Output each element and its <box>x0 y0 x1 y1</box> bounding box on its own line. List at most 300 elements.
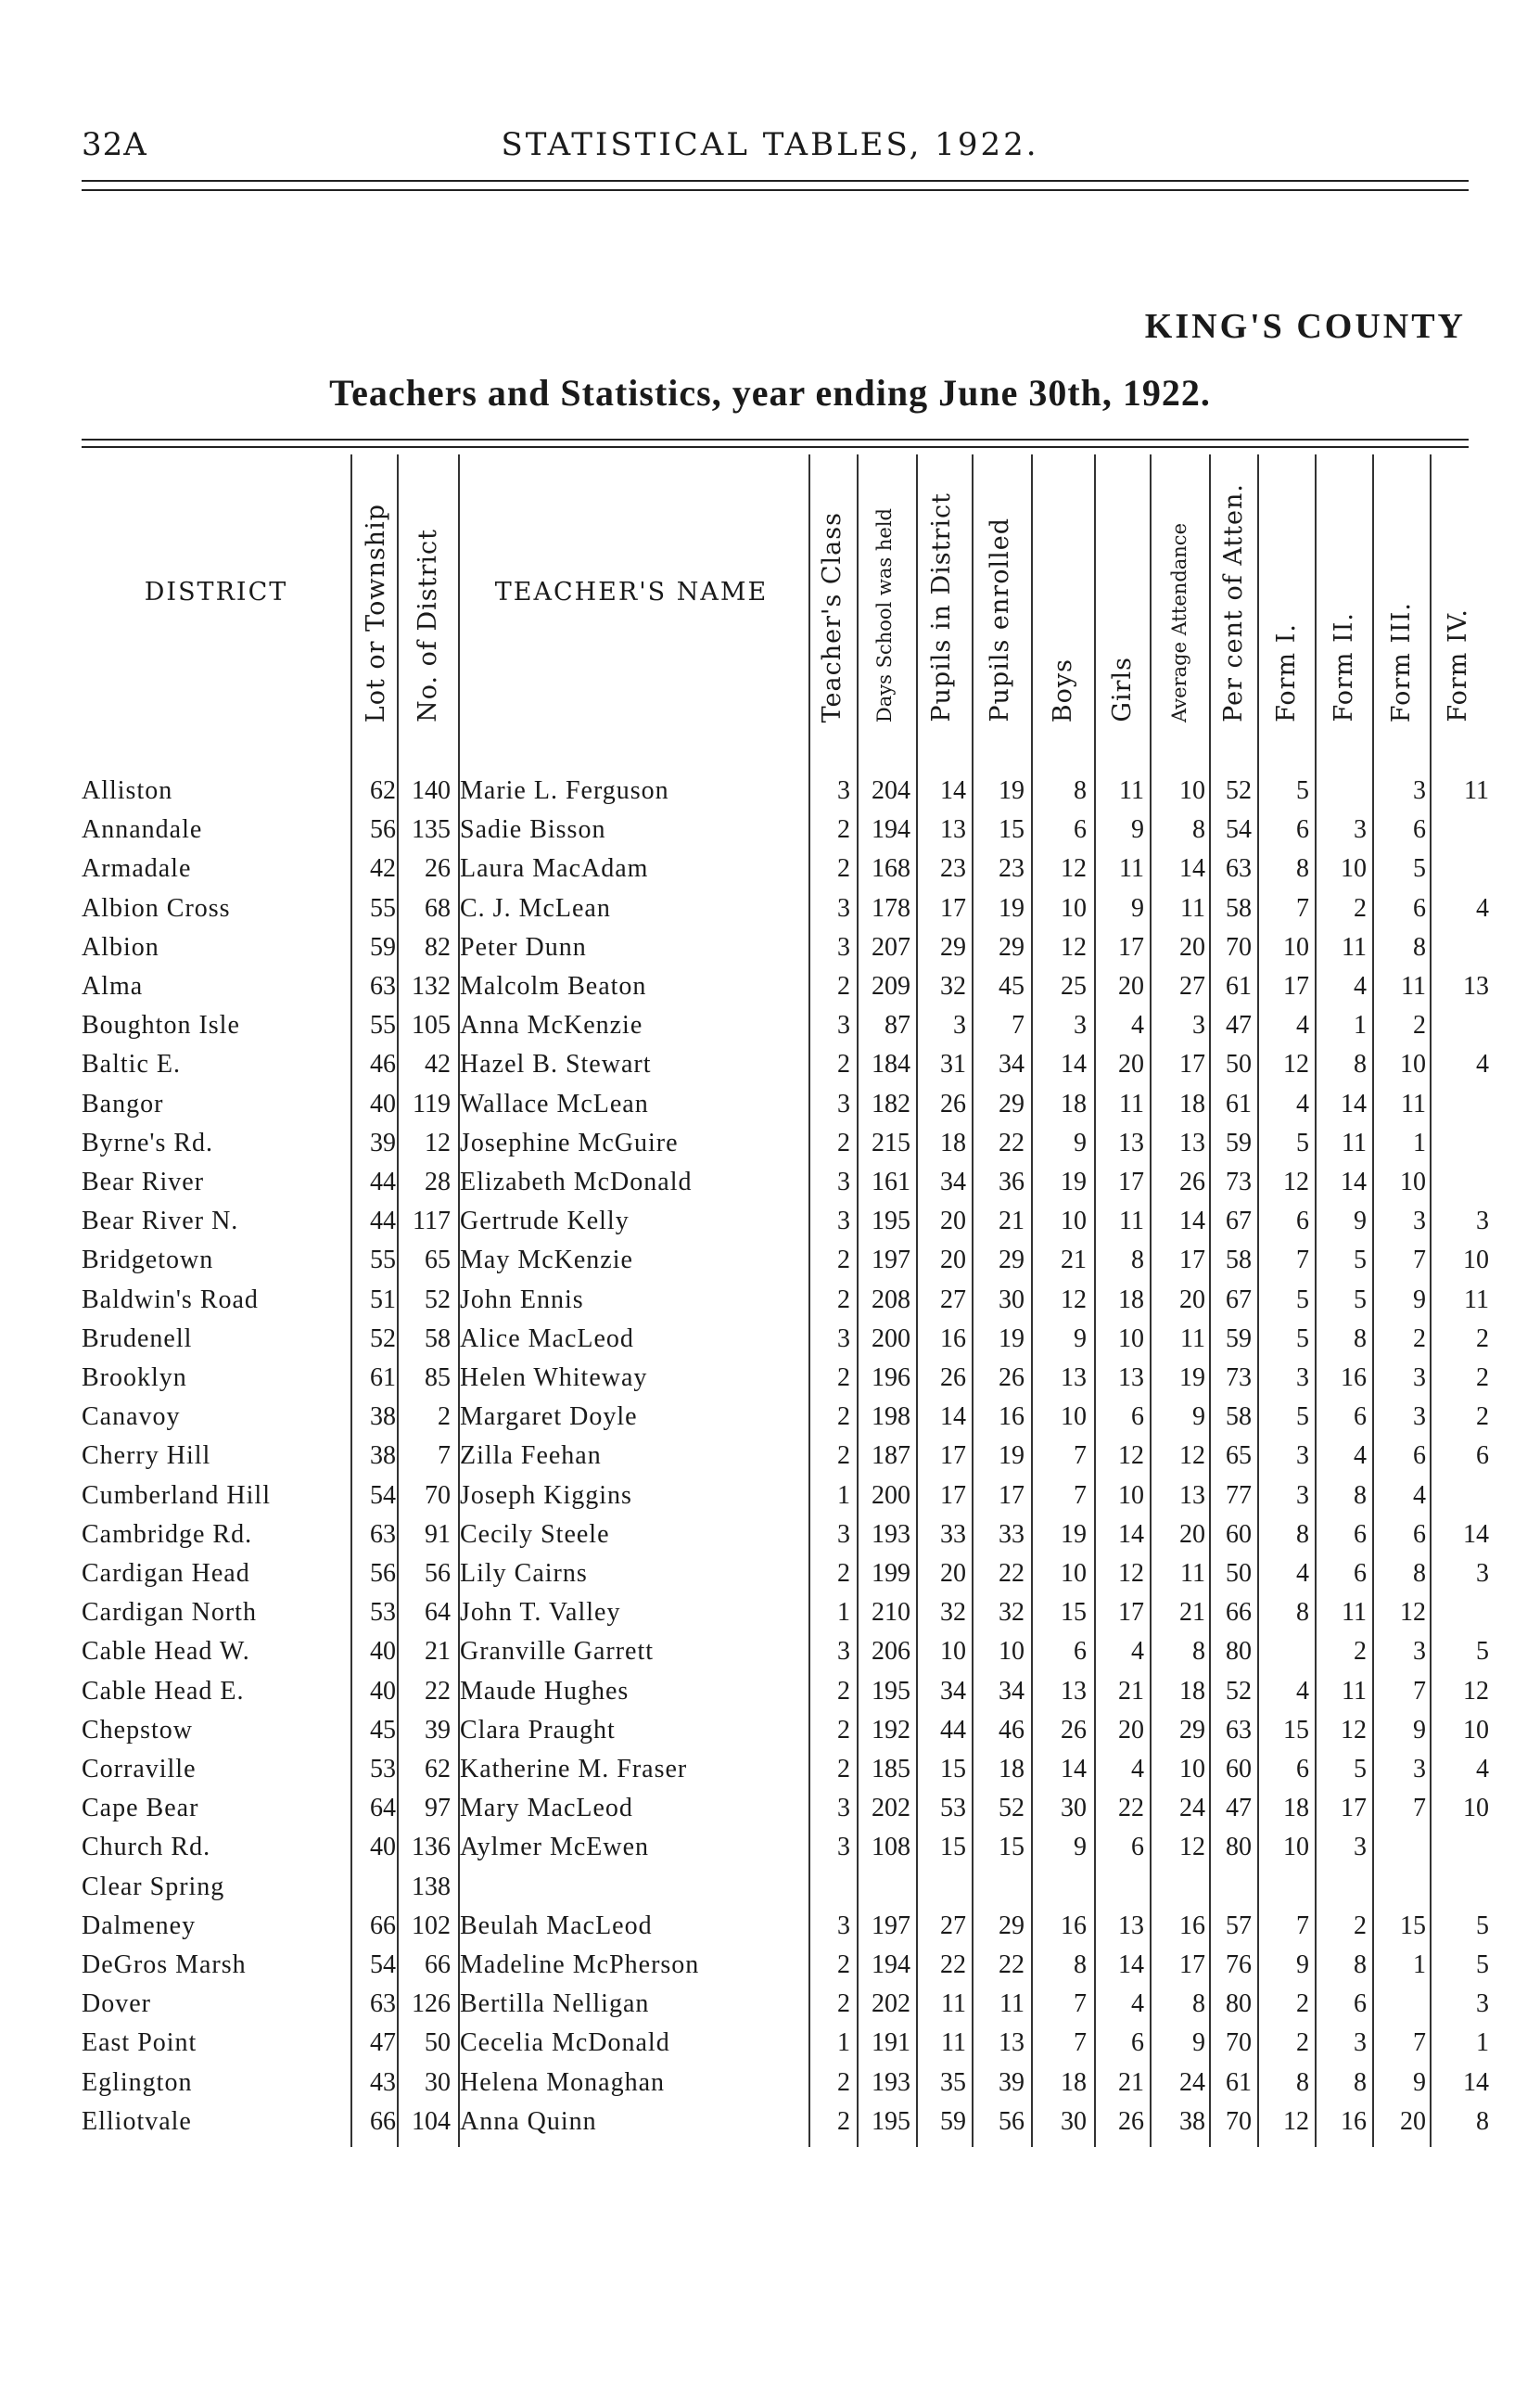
cell-boys: 19 <box>1061 1519 1087 1549</box>
cell-f4: 5 <box>1476 1911 1489 1940</box>
cell-en: 10 <box>999 1637 1025 1667</box>
district-name: Cable Head E. <box>82 1676 245 1706</box>
table-row <box>0 1202 1540 1241</box>
header-teacher-label: TEACHER'S NAME <box>494 577 769 607</box>
header-f4 <box>1430 452 1485 732</box>
cell-no: 138 <box>412 1872 451 1901</box>
cell-class: 3 <box>837 893 850 923</box>
table-row <box>0 1359 1540 1398</box>
cell-f2: 6 <box>1354 1402 1367 1432</box>
cell-avg: 24 <box>1179 2067 1205 2097</box>
cell-girls: 20 <box>1118 1715 1144 1745</box>
cell-pd: 17 <box>940 893 966 923</box>
cell-f3: 15 <box>1400 1911 1426 1940</box>
teacher-name: Joseph Kiggins <box>460 1480 632 1510</box>
cell-f2: 6 <box>1354 1519 1367 1549</box>
cell-f3: 12 <box>1400 1598 1426 1628</box>
cell-pd: 59 <box>940 2106 966 2136</box>
cell-boys: 7 <box>1074 2028 1087 2058</box>
header-f1 <box>1257 452 1315 732</box>
cell-en: 7 <box>1012 1011 1025 1041</box>
cell-pct: 70 <box>1226 2028 1252 2058</box>
cell-pct: 59 <box>1226 1323 1252 1353</box>
cell-class: 2 <box>837 1950 850 1979</box>
cell-days: 184 <box>872 1050 910 1080</box>
cell-en: 52 <box>999 1794 1025 1823</box>
cell-girls: 4 <box>1131 1755 1144 1783</box>
cell-boys: 10 <box>1061 1559 1087 1588</box>
cell-f1: 6 <box>1296 1755 1309 1783</box>
district-name: Cardigan Head <box>82 1559 250 1588</box>
cell-f1: 12 <box>1283 1050 1309 1080</box>
cell-f3: 5 <box>1413 854 1426 884</box>
cell-pd: 3 <box>953 1011 966 1041</box>
cell-class: 3 <box>837 1089 850 1118</box>
table-row <box>0 1593 1540 1632</box>
cell-avg: 12 <box>1179 1441 1205 1471</box>
cell-en: 34 <box>999 1050 1025 1080</box>
cell-en: 30 <box>999 1285 1025 1314</box>
district-name: Brudenell <box>82 1323 193 1353</box>
cell-boys: 8 <box>1074 1950 1087 1979</box>
cell-f4: 5 <box>1476 1950 1489 1979</box>
cell-avg: 16 <box>1179 1911 1205 1940</box>
cell-pct: 65 <box>1226 1441 1252 1471</box>
cell-avg: 17 <box>1179 1050 1205 1080</box>
cell-f1: 8 <box>1296 2067 1309 2097</box>
teacher-name: Lily Cairns <box>460 1559 588 1588</box>
cell-boys: 30 <box>1061 1794 1087 1823</box>
cell-pd: 44 <box>940 1715 966 1745</box>
cell-f1: 8 <box>1296 1519 1309 1549</box>
cell-lot: 46 <box>370 1050 396 1080</box>
teacher-name: Helena Monaghan <box>460 2067 666 2097</box>
header-district <box>82 452 350 732</box>
cell-en: 29 <box>999 1089 1025 1118</box>
header-teacher <box>456 452 807 732</box>
cell-avg: 9 <box>1192 2028 1205 2058</box>
cell-f2: 3 <box>1354 1833 1367 1862</box>
cell-pd: 35 <box>940 2067 966 2097</box>
cell-class: 3 <box>837 1011 850 1041</box>
cell-f3: 1 <box>1413 1128 1426 1157</box>
district-name: Cape Bear <box>82 1794 199 1823</box>
cell-boys: 13 <box>1061 1676 1087 1706</box>
cell-boys: 12 <box>1061 932 1087 962</box>
cell-avg: 24 <box>1179 1794 1205 1823</box>
cell-lot: 62 <box>370 776 396 805</box>
teacher-name: Wallace McLean <box>460 1089 649 1118</box>
header-enrolled <box>968 452 1031 732</box>
cell-f3: 3 <box>1413 1363 1426 1392</box>
cell-no: 42 <box>425 1050 451 1080</box>
cell-girls: 4 <box>1131 1011 1144 1041</box>
district-name: Elliotvale <box>82 2106 192 2136</box>
cell-pd: 53 <box>940 1794 966 1823</box>
cell-f1: 7 <box>1296 893 1309 923</box>
teacher-name: Elizabeth McDonald <box>460 1168 693 1196</box>
cell-boys: 15 <box>1061 1598 1087 1628</box>
cell-days: 185 <box>872 1755 910 1783</box>
cell-f4: 10 <box>1463 1246 1489 1275</box>
cell-f1: 10 <box>1283 1833 1309 1862</box>
cell-boys: 9 <box>1074 1323 1087 1353</box>
district-name: Dalmeney <box>82 1911 197 1940</box>
cell-days: 215 <box>872 1128 910 1157</box>
cell-girls: 14 <box>1118 1950 1144 1979</box>
header-girls <box>1094 452 1150 732</box>
cell-f4: 4 <box>1476 1050 1489 1080</box>
cell-f2: 4 <box>1354 972 1367 1001</box>
cell-avg: 14 <box>1179 1207 1205 1236</box>
cell-days: 191 <box>872 2028 910 2058</box>
cell-days: 202 <box>872 1989 910 2019</box>
cell-class: 3 <box>837 1207 850 1236</box>
cell-en: 15 <box>999 1833 1025 1862</box>
cell-f2: 3 <box>1354 2028 1367 2058</box>
district-name: Clear Spring <box>82 1872 225 1901</box>
teacher-name: Cecelia McDonald <box>460 2028 670 2058</box>
cell-f1: 4 <box>1296 1011 1309 1041</box>
cell-f3: 9 <box>1413 1285 1426 1314</box>
cell-avg: 27 <box>1179 972 1205 1001</box>
cell-days: 208 <box>872 1285 910 1314</box>
cell-en: 46 <box>999 1715 1025 1745</box>
cell-lot: 61 <box>370 1363 396 1392</box>
cell-f1: 8 <box>1296 1598 1309 1628</box>
header-avg <box>1150 452 1209 732</box>
cell-days: 193 <box>872 1519 910 1549</box>
district-name: Corraville <box>82 1755 197 1783</box>
cell-en: 56 <box>999 2106 1025 2136</box>
cell-girls: 11 <box>1119 1207 1144 1236</box>
cell-no: 50 <box>425 2028 451 2058</box>
teacher-name: Beulah MacLeod <box>460 1911 653 1940</box>
cell-pct: 61 <box>1226 1089 1252 1118</box>
cell-f1: 10 <box>1283 932 1309 962</box>
cell-avg: 8 <box>1192 1637 1205 1667</box>
cell-pct: 67 <box>1226 1207 1252 1236</box>
cell-f4: 4 <box>1476 1755 1489 1783</box>
teacher-name: Mary MacLeod <box>460 1794 633 1823</box>
cell-en: 16 <box>999 1402 1025 1432</box>
cell-pct: 60 <box>1226 1519 1252 1549</box>
cell-avg: 13 <box>1179 1128 1205 1157</box>
cell-pct: 76 <box>1226 1950 1252 1979</box>
cell-pct: 80 <box>1226 1989 1252 2019</box>
cell-pct: 61 <box>1226 2067 1252 2097</box>
cell-class: 2 <box>837 1402 850 1432</box>
cell-pd: 11 <box>941 1989 966 2019</box>
cell-pct: 66 <box>1226 1598 1252 1628</box>
cell-boys: 10 <box>1061 893 1087 923</box>
district-name: Bridgetown <box>82 1246 214 1275</box>
table-row <box>0 1711 1540 1750</box>
header-pupils-district-label: Pupils in District <box>926 492 956 722</box>
teacher-name: Gertrude Kelly <box>460 1207 630 1236</box>
cell-en: 19 <box>999 776 1025 805</box>
header-f2-label: Form II. <box>1329 612 1358 722</box>
district-name: Albion Cross <box>82 893 231 923</box>
district-name: East Point <box>82 2028 197 2058</box>
cell-class: 3 <box>837 1323 850 1353</box>
table-row <box>0 2064 1540 2103</box>
cell-f4: 10 <box>1463 1715 1489 1745</box>
cell-girls: 17 <box>1118 1598 1144 1628</box>
cell-en: 21 <box>999 1207 1025 1236</box>
cell-class: 2 <box>837 815 850 845</box>
table-row <box>0 1124 1540 1163</box>
cell-en: 26 <box>999 1363 1025 1392</box>
cell-en: 17 <box>999 1480 1025 1510</box>
header-days-label: Days School was held <box>873 507 896 722</box>
cell-f4: 3 <box>1476 1989 1489 2019</box>
cell-boys: 12 <box>1061 1285 1087 1314</box>
running-head: STATISTICAL TABLES, 1922. <box>501 126 1039 163</box>
district-name: Boughton Isle <box>82 1011 240 1041</box>
cell-days: 194 <box>872 1950 910 1979</box>
cell-f3: 8 <box>1413 932 1426 962</box>
cell-no: 56 <box>425 1559 451 1588</box>
cell-lot: 52 <box>370 1323 396 1353</box>
cell-f1: 4 <box>1296 1089 1309 1118</box>
cell-pd: 27 <box>940 1285 966 1314</box>
county-heading: KING'S COUNTY <box>1144 307 1466 346</box>
cell-f3: 11 <box>1401 1089 1426 1118</box>
teacher-name: Margaret Doyle <box>460 1402 638 1432</box>
cell-f3: 11 <box>1401 972 1426 1001</box>
cell-avg: 20 <box>1179 1285 1205 1314</box>
district-name: Cambridge Rd. <box>82 1519 253 1549</box>
cell-f2: 16 <box>1341 1363 1367 1392</box>
cell-en: 29 <box>999 1911 1025 1940</box>
teacher-name: Madeline McPherson <box>460 1950 700 1979</box>
cell-f4: 14 <box>1463 1519 1489 1549</box>
cell-en: 22 <box>999 1128 1025 1157</box>
cell-f2: 14 <box>1341 1089 1367 1118</box>
cell-no: 62 <box>425 1755 451 1783</box>
teacher-name: Anna McKenzie <box>460 1011 643 1041</box>
cell-f2: 2 <box>1354 1911 1367 1940</box>
cell-class: 3 <box>837 1168 850 1196</box>
cell-f1: 3 <box>1296 1480 1309 1510</box>
cell-en: 36 <box>999 1168 1025 1196</box>
cell-f4: 14 <box>1463 2067 1489 2097</box>
district-name: Annandale <box>82 815 203 845</box>
cell-no: 104 <box>412 2106 451 2136</box>
cell-pct: 52 <box>1226 776 1252 805</box>
cell-class: 3 <box>837 1911 850 1940</box>
cell-en: 22 <box>999 1950 1025 1979</box>
cell-boys: 10 <box>1061 1207 1087 1236</box>
cell-boys: 7 <box>1074 1441 1087 1471</box>
cell-f4: 2 <box>1476 1323 1489 1353</box>
cell-f1: 7 <box>1296 1246 1309 1275</box>
cell-girls: 21 <box>1118 1676 1144 1706</box>
cell-pd: 32 <box>940 972 966 1001</box>
header-boys <box>1031 452 1094 732</box>
cell-no: 136 <box>412 1833 451 1862</box>
cell-f3: 3 <box>1413 1402 1426 1432</box>
cell-girls: 6 <box>1131 1402 1144 1432</box>
district-name: Cardigan North <box>82 1598 257 1628</box>
cell-lot: 56 <box>370 815 396 845</box>
cell-boys: 13 <box>1061 1363 1087 1392</box>
header-days <box>855 452 914 732</box>
cell-pd: 26 <box>940 1363 966 1392</box>
table-row <box>0 1632 1540 1671</box>
cell-en: 19 <box>999 893 1025 923</box>
cell-girls: 8 <box>1131 1246 1144 1275</box>
teacher-name: Katherine M. Fraser <box>460 1755 688 1783</box>
table-row <box>0 1554 1540 1593</box>
teacher-name: Maude Hughes <box>460 1676 630 1706</box>
cell-avg: 11 <box>1180 1559 1205 1588</box>
cell-pct: 60 <box>1226 1755 1252 1783</box>
cell-f3: 9 <box>1413 2067 1426 2097</box>
cell-f3: 7 <box>1413 1246 1426 1275</box>
cell-f1: 15 <box>1283 1715 1309 1745</box>
cell-class: 2 <box>837 972 850 1001</box>
cell-f1: 4 <box>1296 1559 1309 1588</box>
cell-f3: 1 <box>1413 1950 1426 1979</box>
cell-no: 117 <box>413 1207 451 1236</box>
cell-en: 45 <box>999 972 1025 1001</box>
cell-girls: 12 <box>1118 1441 1144 1471</box>
table-row <box>0 1868 1540 1907</box>
teacher-name: C. J. McLean <box>460 893 611 923</box>
header-f4-label: Form IV. <box>1443 608 1472 722</box>
district-name: Bear River N. <box>82 1207 239 1236</box>
cell-f3: 20 <box>1400 2106 1426 2136</box>
cell-lot: 40 <box>370 1833 396 1862</box>
cell-days: 200 <box>872 1323 910 1353</box>
district-name: Bangor <box>82 1089 164 1118</box>
cell-no: 64 <box>425 1598 451 1628</box>
table-row <box>0 1241 1540 1280</box>
cell-en: 34 <box>999 1676 1025 1706</box>
cell-lot: 42 <box>370 854 396 884</box>
cell-avg: 11 <box>1180 1323 1205 1353</box>
cell-f4: 13 <box>1463 972 1489 1001</box>
table-row <box>0 1789 1540 1828</box>
cell-pct: 58 <box>1226 1246 1252 1275</box>
cell-lot: 44 <box>370 1207 396 1236</box>
cell-f4: 8 <box>1476 2106 1489 2136</box>
cell-lot: 43 <box>370 2067 396 2097</box>
cell-en: 29 <box>999 1246 1025 1275</box>
cell-avg: 8 <box>1192 815 1205 845</box>
cell-en: 22 <box>999 1559 1025 1588</box>
header-f2 <box>1315 452 1372 732</box>
cell-boys: 16 <box>1061 1911 1087 1940</box>
cell-class: 3 <box>837 1794 850 1823</box>
cell-girls: 13 <box>1118 1128 1144 1157</box>
cell-pd: 27 <box>940 1911 966 1940</box>
cell-avg: 20 <box>1179 932 1205 962</box>
cell-boys: 8 <box>1074 776 1087 805</box>
cell-boys: 18 <box>1061 2067 1087 2097</box>
cell-f1: 5 <box>1296 1402 1309 1432</box>
cell-avg: 9 <box>1192 1402 1205 1432</box>
cell-class: 2 <box>837 1755 850 1783</box>
cell-lot: 53 <box>370 1755 396 1783</box>
cell-f4: 3 <box>1476 1559 1489 1588</box>
district-name: Byrne's Rd. <box>82 1128 214 1157</box>
cell-en: 15 <box>999 815 1025 845</box>
header-boys-label: Boys <box>1048 658 1077 722</box>
cell-girls: 6 <box>1131 1833 1144 1862</box>
cell-days: 195 <box>872 2106 910 2136</box>
cell-lot: 56 <box>370 1559 396 1588</box>
cell-f2: 11 <box>1342 1128 1367 1157</box>
cell-pd: 33 <box>940 1519 966 1549</box>
cell-class: 2 <box>837 1128 850 1157</box>
cell-no: 135 <box>412 815 451 845</box>
cell-boys: 21 <box>1061 1246 1087 1275</box>
cell-no: 70 <box>425 1480 451 1510</box>
cell-boys: 25 <box>1061 972 1087 1001</box>
cell-f1: 5 <box>1296 776 1309 805</box>
cell-pct: 50 <box>1226 1559 1252 1588</box>
cell-no: 65 <box>425 1246 451 1275</box>
cell-f3: 7 <box>1413 2028 1426 2058</box>
table-row <box>0 772 1540 811</box>
cell-f4: 10 <box>1463 1794 1489 1823</box>
cell-days: 204 <box>872 776 910 805</box>
cell-f3: 9 <box>1413 1715 1426 1745</box>
cell-f2: 11 <box>1342 932 1367 962</box>
cell-boys: 9 <box>1074 1833 1087 1862</box>
cell-girls: 11 <box>1119 1089 1144 1118</box>
cell-lot: 54 <box>370 1480 396 1510</box>
cell-boys: 14 <box>1061 1755 1087 1783</box>
cell-girls: 20 <box>1118 972 1144 1001</box>
cell-boys: 6 <box>1074 815 1087 845</box>
table-row <box>0 1476 1540 1515</box>
table-row <box>0 1907 1540 1946</box>
cell-pct: 80 <box>1226 1833 1252 1862</box>
cell-girls: 22 <box>1118 1794 1144 1823</box>
cell-no: 91 <box>425 1519 451 1549</box>
cell-no: 58 <box>425 1323 451 1353</box>
cell-no: 126 <box>412 1989 451 2019</box>
table-row <box>0 811 1540 850</box>
cell-f3: 6 <box>1413 893 1426 923</box>
cell-pd: 14 <box>940 776 966 805</box>
header-enrolled-label: Pupils enrolled <box>985 518 1014 722</box>
cell-f2: 14 <box>1341 1168 1367 1196</box>
cell-f1: 12 <box>1283 1168 1309 1196</box>
cell-f1: 5 <box>1296 1323 1309 1353</box>
cell-girls: 21 <box>1118 2067 1144 2097</box>
cell-class: 2 <box>837 2067 850 2097</box>
cell-lot: 51 <box>370 1285 396 1314</box>
cell-f1: 5 <box>1296 1128 1309 1157</box>
cell-f2: 3 <box>1354 815 1367 845</box>
cell-class: 3 <box>837 1833 850 1862</box>
cell-girls: 10 <box>1118 1480 1144 1510</box>
cell-days: 168 <box>872 854 910 884</box>
cell-lot: 66 <box>370 1911 396 1940</box>
cell-no: 68 <box>425 893 451 923</box>
cell-f2: 1 <box>1354 1011 1367 1041</box>
teacher-name: Malcolm Beaton <box>460 972 647 1001</box>
table-row <box>0 850 1540 888</box>
top-rule-2 <box>82 189 1469 191</box>
cell-lot: 53 <box>370 1598 396 1628</box>
cell-no: 132 <box>412 972 451 1001</box>
